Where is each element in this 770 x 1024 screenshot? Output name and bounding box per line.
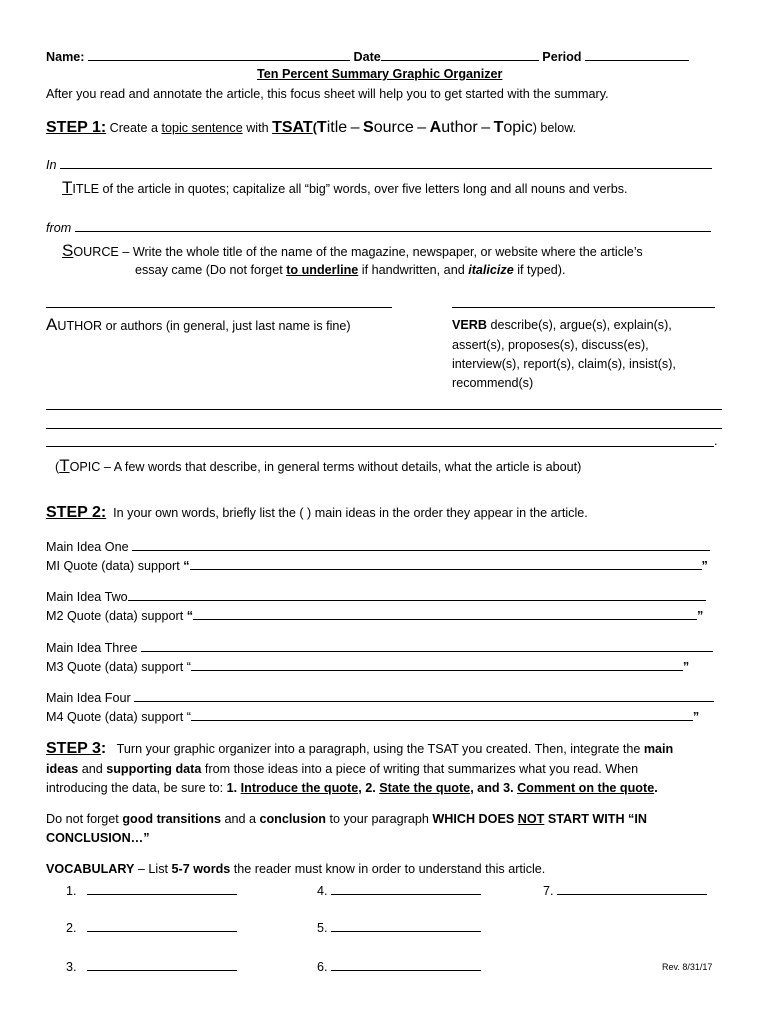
verb-list-4: recommend(s) bbox=[452, 376, 534, 390]
vocab-field-4[interactable] bbox=[331, 882, 481, 895]
verb-list-1: VERB describe(s), argue(s), explain(s), bbox=[452, 318, 672, 332]
topic-field-3[interactable] bbox=[46, 446, 714, 447]
quote-4: M4 Quote (data) support “ ” bbox=[46, 710, 700, 724]
quote-1: MI Quote (data) support “ ” bbox=[46, 559, 708, 573]
date-label: Date bbox=[353, 50, 381, 64]
step1-heading: STEP 1: Create a topic sentence with TSAT(Title – Source – Author – Topic) below. bbox=[46, 119, 577, 136]
vocab-field-5[interactable] bbox=[331, 919, 481, 932]
main-idea-4-field[interactable] bbox=[134, 689, 714, 702]
step1-label: STEP 1: bbox=[46, 119, 107, 136]
vocab-item-3: 3. bbox=[66, 958, 237, 974]
vocab-item-6: 6. bbox=[317, 958, 481, 974]
verb-field[interactable] bbox=[452, 307, 715, 308]
step2-heading: STEP 2: In your own words, briefly list the ( ) main ideas in the order they appear in the article. bbox=[46, 504, 588, 521]
from-line bbox=[46, 219, 711, 235]
step3-line-1: STEP 3: Turn your graphic organizer into a paragraph, using the TSAT you created. Then, integrate the main bbox=[46, 740, 674, 757]
from-label: from bbox=[46, 221, 72, 235]
topic-field-2[interactable] bbox=[46, 428, 722, 429]
conclusion-line-1: Do not forget good transitions and a conclusion to your paragraph WHICH DOES NOT START WITH “IN bbox=[46, 812, 647, 826]
title-field[interactable] bbox=[60, 156, 712, 169]
source-field[interactable] bbox=[75, 219, 711, 232]
author-instructions: AUTHOR or authors (in general, just last name is fine) bbox=[46, 315, 351, 334]
vocab-item-5: 5. bbox=[317, 919, 481, 935]
verb-list-2: assert(s), proposes(s), discuss(es), bbox=[452, 338, 649, 352]
vocab-item-1: 1. bbox=[66, 882, 237, 898]
vocab-field-1[interactable] bbox=[87, 882, 237, 895]
conclusion-line-2: CONCLUSION…” bbox=[46, 831, 150, 845]
vocab-field-6[interactable] bbox=[331, 958, 481, 971]
quote-1-field[interactable] bbox=[190, 557, 702, 570]
topic-field-1[interactable] bbox=[46, 409, 722, 410]
quote-2-field[interactable] bbox=[193, 607, 697, 620]
vocab-label: VOCABULARY bbox=[46, 862, 135, 876]
period-label: Period bbox=[542, 50, 582, 64]
name-field[interactable] bbox=[88, 48, 350, 61]
in-line bbox=[46, 156, 712, 172]
date-field[interactable] bbox=[381, 48, 539, 61]
vocab-field-2[interactable] bbox=[87, 919, 237, 932]
quote-2: M2 Quote (data) support “ ” bbox=[46, 609, 704, 623]
source-instructions: SOURCE – Write the whole title of the name of the magazine, newspaper, or website where the article’s bbox=[62, 241, 643, 260]
source-instructions-2: essay came (Do not forget to underline if handwritten, and italicize if typed). bbox=[135, 263, 566, 277]
header-line bbox=[46, 48, 689, 64]
page-title: Ten Percent Summary Graphic Organizer bbox=[257, 67, 503, 81]
vocab-item-4: 4. bbox=[317, 882, 481, 898]
name-label: Name: bbox=[46, 50, 85, 64]
vocab-field-3[interactable] bbox=[87, 958, 237, 971]
main-idea-3: Main Idea Three bbox=[46, 639, 713, 655]
in-label: In bbox=[46, 158, 57, 172]
vocab-item-2: 2. bbox=[66, 919, 237, 935]
topic-instructions: (TOPIC – A few words that describe, in general terms without details, what the article is about) bbox=[55, 456, 582, 475]
topic-period: . bbox=[714, 434, 718, 448]
author-field[interactable] bbox=[46, 307, 392, 308]
quote-4-field[interactable] bbox=[191, 708, 693, 721]
main-idea-1-field[interactable] bbox=[132, 538, 710, 551]
main-idea-2: Main Idea Two bbox=[46, 588, 706, 604]
title-instructions: TITLE of the article in quotes; capitalize all “big” words, over five letters long and all nouns and verbs. bbox=[62, 178, 628, 197]
main-idea-4: Main Idea Four bbox=[46, 689, 714, 705]
main-idea-2-field[interactable] bbox=[128, 588, 706, 601]
step3-line-3: introducing the data, be sure to: 1. Introduce the quote, 2. State the quote, and 3. Comment on the quote. bbox=[46, 781, 658, 795]
period-field[interactable] bbox=[585, 48, 689, 61]
vocab-field-7[interactable] bbox=[557, 882, 707, 895]
vocab-item-7: 7. bbox=[543, 882, 707, 898]
quote-3: M3 Quote (data) support “ ” bbox=[46, 660, 690, 674]
quote-3-field[interactable] bbox=[191, 658, 683, 671]
step3-label: STEP 3 bbox=[46, 740, 101, 757]
intro-text: After you read and annotate the article, this focus sheet will help you to get started with the summary. bbox=[46, 87, 609, 101]
main-idea-1: Main Idea One bbox=[46, 538, 710, 554]
step3-line-2: ideas and supporting data from those ideas into a piece of writing that summarizes what you read. When bbox=[46, 762, 639, 776]
verb-label: VERB bbox=[452, 318, 487, 332]
revision-date: Rev. 8/31/17 bbox=[662, 962, 713, 972]
step2-label: STEP 2: bbox=[46, 504, 107, 521]
verb-list-3: interview(s), report(s), claim(s), insist(s), bbox=[452, 357, 676, 371]
main-idea-3-field[interactable] bbox=[141, 639, 713, 652]
vocab-heading: VOCABULARY – List 5-7 words the reader must know in order to understand this article. bbox=[46, 862, 546, 876]
